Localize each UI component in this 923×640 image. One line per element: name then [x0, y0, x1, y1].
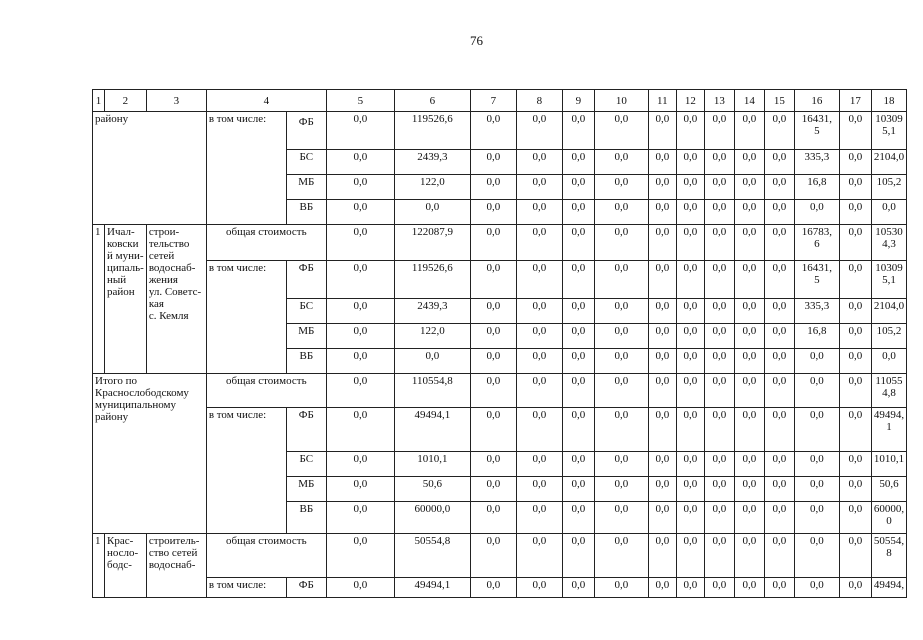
value-cell: 0,0	[734, 299, 764, 324]
funding-label: МБ	[286, 477, 326, 502]
value-cell: 0,0	[562, 374, 594, 408]
value-cell: 0,0	[326, 261, 394, 299]
value-cell: 0,0	[839, 408, 871, 452]
value-cell: 0,0	[516, 112, 562, 150]
column-header: 13	[704, 90, 734, 112]
value-cell: 49494,1	[394, 408, 470, 452]
value-cell: 335,3	[794, 150, 839, 175]
district-name: Ичал- ковски й муни- ципаль- ный район	[105, 225, 147, 374]
value-cell: 0,0	[764, 225, 794, 261]
value-cell: 10530 4,3	[871, 225, 906, 261]
value-cell: 0,0	[594, 200, 648, 225]
value-cell: 50,6	[394, 477, 470, 502]
value-cell: 49494,	[871, 578, 906, 598]
value-cell: 0,0	[562, 477, 594, 502]
value-cell: 0,0	[764, 477, 794, 502]
value-cell: 0,0	[734, 534, 764, 578]
funding-label: МБ	[286, 175, 326, 200]
value-cell: 0,0	[794, 349, 839, 374]
value-cell: 60000,0	[394, 502, 470, 534]
value-cell: 0,0	[326, 408, 394, 452]
value-cell: 50554,8	[394, 534, 470, 578]
value-cell: 16783, 6	[794, 225, 839, 261]
value-cell: 0,0	[470, 150, 516, 175]
value-cell: 0,0	[648, 477, 676, 502]
value-cell: 16,8	[794, 175, 839, 200]
value-cell: 0,0	[676, 534, 704, 578]
value-cell: 0,0	[470, 477, 516, 502]
value-cell: 0,0	[839, 477, 871, 502]
value-cell: 0,0	[594, 175, 648, 200]
value-cell: 0,0	[704, 578, 734, 598]
value-cell: 0,0	[839, 150, 871, 175]
value-cell: 0,0	[470, 200, 516, 225]
value-cell: 0,0	[562, 534, 594, 578]
value-cell: 0,0	[839, 200, 871, 225]
column-header: 5	[326, 90, 394, 112]
value-cell: 0,0	[516, 502, 562, 534]
value-cell: 0,0	[676, 112, 704, 150]
value-cell: 0,0	[326, 349, 394, 374]
value-cell: 0,0	[734, 200, 764, 225]
value-cell: 0,0	[470, 175, 516, 200]
value-cell: 0,0	[676, 200, 704, 225]
value-cell: 0,0	[562, 112, 594, 150]
value-cell: 0,0	[764, 502, 794, 534]
value-cell: 0,0	[594, 408, 648, 452]
value-cell: 0,0	[648, 261, 676, 299]
value-cell: 0,0	[648, 200, 676, 225]
value-cell: 0,0	[704, 477, 734, 502]
column-header: 17	[839, 90, 871, 112]
value-cell: 0,0	[704, 150, 734, 175]
column-header: 4	[206, 90, 326, 112]
value-cell: 0,0	[394, 349, 470, 374]
value-cell: 0,0	[562, 200, 594, 225]
budget-table	[92, 89, 907, 598]
table-row	[93, 225, 907, 261]
value-cell: 0,0	[562, 225, 594, 261]
value-cell: 0,0	[470, 374, 516, 408]
value-cell: 0,0	[839, 324, 871, 349]
value-cell: 122087,9	[394, 225, 470, 261]
value-cell: 0,0	[648, 299, 676, 324]
including-label: в том числе:	[206, 408, 286, 534]
value-cell: 0,0	[594, 150, 648, 175]
table-row	[93, 578, 907, 598]
funding-label: ФБ	[286, 112, 326, 150]
value-cell: 0,0	[470, 299, 516, 324]
value-cell: 0,0	[734, 150, 764, 175]
value-cell: 0,0	[562, 261, 594, 299]
value-cell: 0,0	[516, 408, 562, 452]
value-cell: 0,0	[764, 200, 794, 225]
value-cell: 0,0	[734, 374, 764, 408]
value-cell: 0,0	[676, 578, 704, 598]
value-cell: 0,0	[839, 225, 871, 261]
value-cell: 0,0	[734, 408, 764, 452]
value-cell: 1010,1	[394, 452, 470, 477]
value-cell: 0,0	[794, 578, 839, 598]
value-cell: 10309 5,1	[871, 112, 906, 150]
value-cell: 0,0	[648, 534, 676, 578]
value-cell: 0,0	[562, 299, 594, 324]
value-cell: 0,0	[839, 261, 871, 299]
value-cell: 2104,0	[871, 150, 906, 175]
value-cell: 0,0	[470, 112, 516, 150]
value-cell: 16431, 5	[794, 261, 839, 299]
column-header: 10	[594, 90, 648, 112]
column-header: 18	[871, 90, 906, 112]
value-cell: 0,0	[734, 112, 764, 150]
value-cell: 0,0	[704, 299, 734, 324]
value-cell: 0,0	[871, 200, 906, 225]
value-cell: 122,0	[394, 175, 470, 200]
value-cell: 0,0	[839, 112, 871, 150]
column-header: 1	[93, 90, 105, 112]
object-name: строитель- ство сетей водоснаб-	[146, 534, 206, 598]
value-cell: 0,0	[470, 452, 516, 477]
value-cell: 0,0	[676, 502, 704, 534]
value-cell: 0,0	[676, 225, 704, 261]
value-cell: 0,0	[516, 324, 562, 349]
value-cell: 0,0	[764, 299, 794, 324]
value-cell: 0,0	[648, 452, 676, 477]
value-cell: 0,0	[648, 112, 676, 150]
value-cell: 49494,1	[394, 578, 470, 598]
value-cell: 0,0	[516, 452, 562, 477]
value-cell: 110554,8	[394, 374, 470, 408]
value-cell: 0,0	[648, 408, 676, 452]
value-cell: 0,0	[676, 324, 704, 349]
value-cell: 0,0	[594, 477, 648, 502]
value-cell: 0,0	[704, 324, 734, 349]
value-cell: 0,0	[764, 534, 794, 578]
value-cell: 0,0	[764, 112, 794, 150]
value-cell: 0,0	[839, 175, 871, 200]
value-cell: 0,0	[562, 150, 594, 175]
value-cell: 0,0	[734, 578, 764, 598]
value-cell: 0,0	[839, 349, 871, 374]
column-header: 6	[394, 90, 470, 112]
value-cell: 0,0	[764, 349, 794, 374]
table-row	[93, 408, 907, 452]
value-cell: 0,0	[562, 408, 594, 452]
row-index: 1	[93, 534, 105, 598]
value-cell: 0,0	[871, 349, 906, 374]
value-cell: 0,0	[516, 150, 562, 175]
value-cell: 0,0	[794, 452, 839, 477]
header-row	[93, 90, 907, 112]
table-row	[93, 261, 907, 299]
value-cell: 0,0	[326, 324, 394, 349]
value-cell: 0,0	[764, 374, 794, 408]
value-cell: 0,0	[594, 261, 648, 299]
value-cell: 0,0	[704, 200, 734, 225]
funding-label: ВБ	[286, 502, 326, 534]
value-cell: 0,0	[326, 374, 394, 408]
value-cell: 0,0	[594, 299, 648, 324]
value-cell: 0,0	[326, 150, 394, 175]
value-cell: 2439,3	[394, 150, 470, 175]
value-cell: 0,0	[516, 477, 562, 502]
value-cell: 2104,0	[871, 299, 906, 324]
value-cell: 2439,3	[394, 299, 470, 324]
value-cell: 0,0	[734, 477, 764, 502]
table-row	[93, 112, 907, 150]
value-cell: 0,0	[326, 112, 394, 150]
value-cell: 0,0	[648, 374, 676, 408]
value-cell: 0,0	[764, 175, 794, 200]
value-cell: 0,0	[764, 452, 794, 477]
row-index: 1	[93, 225, 105, 374]
value-cell: 0,0	[764, 578, 794, 598]
value-cell: 0,0	[839, 578, 871, 598]
value-cell: 50,6	[871, 477, 906, 502]
value-cell: 0,0	[734, 452, 764, 477]
value-cell: 0,0	[594, 578, 648, 598]
value-cell: 0,0	[794, 534, 839, 578]
value-cell: 122,0	[394, 324, 470, 349]
value-cell: 60000, 0	[871, 502, 906, 534]
value-cell: 0,0	[794, 408, 839, 452]
value-cell: 16431, 5	[794, 112, 839, 150]
value-cell: 0,0	[764, 324, 794, 349]
value-cell: 0,0	[594, 452, 648, 477]
value-cell: 0,0	[676, 349, 704, 374]
value-cell: 10309 5,1	[871, 261, 906, 299]
value-cell: 0,0	[594, 502, 648, 534]
value-cell: 0,0	[794, 200, 839, 225]
object-name: строи- тельство сетей водоснаб- жения ул. Советс- кая с. Кемля	[146, 225, 206, 374]
value-cell: 0,0	[394, 200, 470, 225]
value-cell: 0,0	[562, 452, 594, 477]
column-header: 11	[648, 90, 676, 112]
value-cell: 0,0	[594, 534, 648, 578]
section-name: Итого по Краснослободскому муниципальному району	[93, 374, 207, 534]
value-cell: 0,0	[516, 200, 562, 225]
value-cell: 0,0	[326, 299, 394, 324]
value-cell: 1010,1	[871, 452, 906, 477]
value-cell: 0,0	[676, 477, 704, 502]
column-header: 14	[734, 90, 764, 112]
including-label: в том числе:	[206, 112, 286, 225]
value-cell: 0,0	[676, 150, 704, 175]
value-cell: 0,0	[516, 225, 562, 261]
value-cell: 0,0	[704, 408, 734, 452]
value-cell: 0,0	[648, 225, 676, 261]
funding-label: ВБ	[286, 200, 326, 225]
value-cell: 0,0	[326, 502, 394, 534]
value-cell: 0,0	[734, 349, 764, 374]
value-cell: 0,0	[470, 261, 516, 299]
total-cost-label: общая стоимость	[206, 225, 326, 261]
value-cell: 0,0	[794, 374, 839, 408]
value-cell: 0,0	[562, 175, 594, 200]
value-cell: 0,0	[704, 261, 734, 299]
value-cell: 119526,6	[394, 112, 470, 150]
value-cell: 0,0	[764, 150, 794, 175]
value-cell: 0,0	[704, 175, 734, 200]
column-header: 15	[764, 90, 794, 112]
value-cell: 0,0	[648, 324, 676, 349]
section-name: району	[93, 112, 207, 225]
value-cell: 0,0	[516, 261, 562, 299]
value-cell: 11055 4,8	[871, 374, 906, 408]
value-cell: 0,0	[516, 349, 562, 374]
value-cell: 0,0	[326, 200, 394, 225]
value-cell: 0,0	[764, 408, 794, 452]
value-cell: 0,0	[326, 452, 394, 477]
total-cost-label: общая стоимость	[206, 534, 326, 578]
value-cell: 0,0	[734, 261, 764, 299]
funding-label: БС	[286, 452, 326, 477]
column-header: 9	[562, 90, 594, 112]
value-cell: 0,0	[516, 578, 562, 598]
column-header: 7	[470, 90, 516, 112]
value-cell: 0,0	[734, 502, 764, 534]
funding-label: ФБ	[286, 578, 326, 598]
value-cell: 105,2	[871, 175, 906, 200]
value-cell: 0,0	[470, 408, 516, 452]
value-cell: 0,0	[470, 225, 516, 261]
value-cell: 16,8	[794, 324, 839, 349]
value-cell: 0,0	[704, 452, 734, 477]
value-cell: 0,0	[676, 452, 704, 477]
value-cell: 0,0	[648, 175, 676, 200]
value-cell: 0,0	[470, 534, 516, 578]
value-cell: 0,0	[648, 578, 676, 598]
value-cell: 49494, 1	[871, 408, 906, 452]
value-cell: 0,0	[648, 502, 676, 534]
value-cell: 0,0	[326, 477, 394, 502]
funding-label: БС	[286, 299, 326, 324]
value-cell: 50554, 8	[871, 534, 906, 578]
value-cell: 0,0	[594, 324, 648, 349]
value-cell: 0,0	[562, 324, 594, 349]
funding-label: МБ	[286, 324, 326, 349]
value-cell: 0,0	[734, 225, 764, 261]
funding-label: ВБ	[286, 349, 326, 374]
value-cell: 0,0	[676, 299, 704, 324]
value-cell: 0,0	[326, 578, 394, 598]
value-cell: 0,0	[516, 374, 562, 408]
column-header: 16	[794, 90, 839, 112]
value-cell: 0,0	[470, 578, 516, 598]
value-cell: 0,0	[516, 534, 562, 578]
value-cell: 0,0	[562, 502, 594, 534]
value-cell: 0,0	[470, 349, 516, 374]
value-cell: 119526,6	[394, 261, 470, 299]
value-cell: 0,0	[562, 349, 594, 374]
value-cell: 0,0	[516, 175, 562, 200]
value-cell: 0,0	[839, 502, 871, 534]
value-cell: 105,2	[871, 324, 906, 349]
column-header: 2	[105, 90, 147, 112]
value-cell: 0,0	[704, 112, 734, 150]
column-header: 3	[146, 90, 206, 112]
value-cell: 0,0	[734, 175, 764, 200]
value-cell: 0,0	[562, 578, 594, 598]
including-label: в том числе:	[206, 261, 286, 374]
value-cell: 0,0	[839, 299, 871, 324]
value-cell: 0,0	[794, 477, 839, 502]
value-cell: 0,0	[676, 175, 704, 200]
value-cell: 0,0	[839, 452, 871, 477]
value-cell: 0,0	[594, 225, 648, 261]
value-cell: 0,0	[704, 349, 734, 374]
value-cell: 0,0	[648, 150, 676, 175]
value-cell: 0,0	[839, 534, 871, 578]
value-cell: 0,0	[704, 374, 734, 408]
value-cell: 0,0	[594, 349, 648, 374]
value-cell: 0,0	[764, 261, 794, 299]
value-cell: 0,0	[704, 534, 734, 578]
value-cell: 0,0	[516, 299, 562, 324]
value-cell: 0,0	[470, 324, 516, 349]
district-name: Крас- носло- бодс-	[105, 534, 147, 598]
value-cell: 0,0	[794, 502, 839, 534]
total-cost-label: общая стоимость	[206, 374, 326, 408]
value-cell: 0,0	[839, 374, 871, 408]
value-cell: 0,0	[594, 374, 648, 408]
value-cell: 0,0	[676, 261, 704, 299]
funding-label: БС	[286, 150, 326, 175]
value-cell: 0,0	[676, 374, 704, 408]
column-header: 8	[516, 90, 562, 112]
value-cell: 335,3	[794, 299, 839, 324]
value-cell: 0,0	[326, 225, 394, 261]
page-number: 76	[470, 33, 483, 48]
value-cell: 0,0	[676, 408, 704, 452]
value-cell: 0,0	[734, 324, 764, 349]
table-row	[93, 534, 907, 578]
value-cell: 0,0	[326, 534, 394, 578]
value-cell: 0,0	[326, 175, 394, 200]
table-row	[93, 374, 907, 408]
value-cell: 0,0	[648, 349, 676, 374]
funding-label: ФБ	[286, 261, 326, 299]
funding-label: ФБ	[286, 408, 326, 452]
value-cell: 0,0	[704, 225, 734, 261]
including-label: в том числе:	[206, 578, 286, 598]
value-cell: 0,0	[594, 112, 648, 150]
value-cell: 0,0	[470, 502, 516, 534]
value-cell: 0,0	[704, 502, 734, 534]
column-header: 12	[676, 90, 704, 112]
